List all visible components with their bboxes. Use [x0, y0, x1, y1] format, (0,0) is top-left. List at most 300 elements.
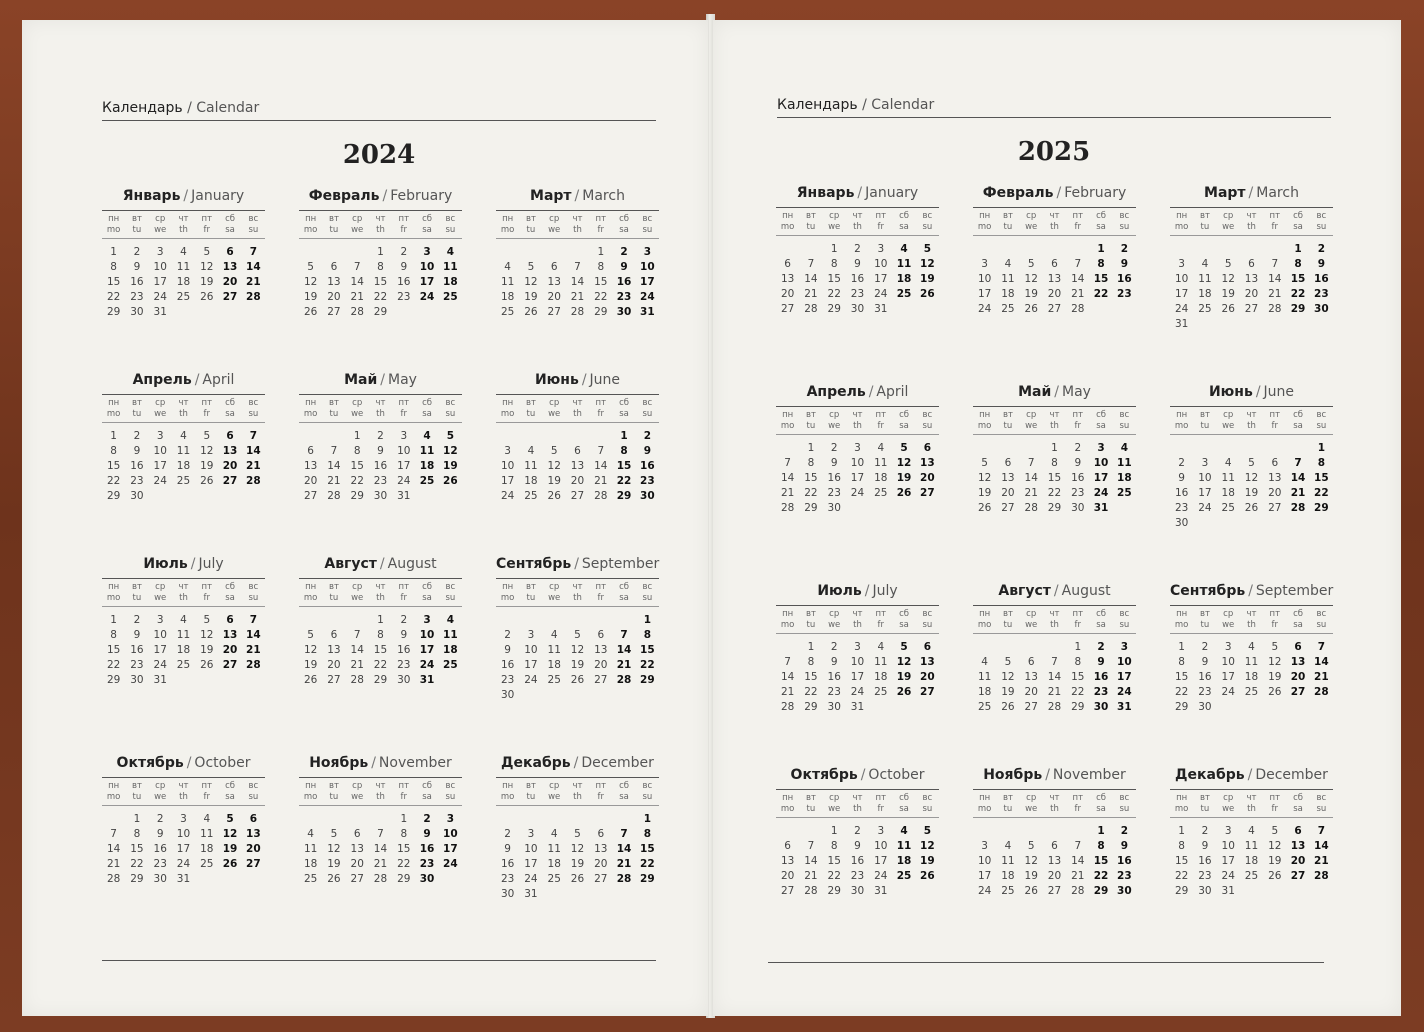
day-number: 23 — [850, 870, 865, 882]
month-block — [776, 185, 939, 332]
day-number: 1 — [597, 246, 605, 258]
weekday-label: вс — [922, 410, 933, 420]
weekday-label: ср — [829, 609, 840, 619]
day-number: 16 — [827, 472, 841, 484]
day-number: 22 — [106, 475, 121, 487]
day-blank — [1286, 441, 1309, 456]
day-blank — [1020, 640, 1043, 655]
day-number: 20 — [1001, 487, 1015, 499]
day-number: 25 — [874, 487, 888, 499]
weekday-rule — [299, 422, 462, 423]
day-number: 12 — [920, 840, 935, 852]
weekday-label: вс — [922, 609, 933, 619]
weekday-row-en — [973, 421, 1136, 432]
month-rule — [1170, 789, 1333, 790]
weekday-row-ru — [496, 781, 659, 792]
day-number: 7 — [330, 445, 338, 457]
day-number: 20 — [1047, 288, 1062, 300]
month-name-ru: Сентябрь — [496, 556, 572, 572]
day-number: 10 — [500, 460, 515, 472]
weekday-label: we — [1222, 222, 1235, 232]
month-separator: / — [857, 185, 863, 201]
day-number: 18 — [547, 858, 561, 870]
weekday-label: th — [853, 421, 862, 431]
day-number: 12 — [443, 445, 458, 457]
calendar-grid — [102, 188, 659, 902]
day-blank — [612, 812, 635, 827]
month-title — [102, 755, 265, 773]
day-number: 3 — [527, 629, 535, 641]
weekday-label: tu — [806, 804, 816, 814]
day-number: 28 — [780, 502, 795, 514]
day-grid — [299, 245, 462, 320]
day-blank — [1170, 441, 1193, 456]
day-number: 5 — [923, 825, 931, 837]
day-number: 11 — [547, 843, 561, 855]
day-blank — [1020, 824, 1043, 839]
month-title — [776, 583, 939, 601]
weekday-label: fr — [1074, 222, 1082, 232]
weekday-label: вт — [1199, 793, 1210, 803]
day-number: 14 — [1071, 855, 1085, 867]
weekday-row-ru — [299, 582, 462, 593]
day-number: 5 — [1224, 258, 1232, 270]
weekday-label: mo — [303, 792, 318, 802]
day-blank — [1020, 242, 1043, 257]
weekday-label: ср — [352, 398, 363, 408]
day-number: 25 — [874, 686, 888, 698]
day-number: 3 — [180, 813, 187, 825]
day-number: 5 — [550, 445, 558, 457]
weekday-label: tu — [806, 421, 816, 431]
weekday-label: fr — [597, 593, 605, 603]
day-number: 5 — [527, 261, 535, 273]
day-number: 12 — [570, 644, 585, 656]
weekday-label: fr — [597, 225, 605, 235]
day-number: 30 — [1314, 303, 1329, 315]
day-number: 20 — [594, 659, 608, 671]
day-number: 13 — [327, 276, 341, 288]
day-number: 26 — [1001, 701, 1015, 713]
day-number: 12 — [896, 457, 912, 469]
month-rule — [776, 207, 939, 208]
month-name-en: July — [198, 556, 224, 572]
day-number: 2 — [1120, 243, 1128, 255]
weekday-label: вс — [1316, 609, 1327, 619]
day-number: 31 — [874, 885, 888, 897]
weekday-label: fr — [597, 409, 605, 419]
month-name-en: October — [868, 767, 925, 783]
weekday-label: чт — [1049, 793, 1060, 803]
weekday-label: чт — [1049, 410, 1060, 420]
weekday-label: tu — [329, 409, 339, 419]
day-number: 4 — [1248, 825, 1255, 837]
month-block — [299, 556, 462, 703]
day-number: 18 — [896, 855, 912, 867]
day-number: 30 — [827, 701, 841, 713]
day-number: 20 — [1268, 487, 1282, 499]
weekday-label: чт — [572, 582, 583, 592]
weekday-label: вт — [328, 214, 339, 224]
day-blank — [1240, 441, 1263, 456]
weekday-label: ср — [1223, 609, 1234, 619]
weekday-label: пн — [979, 410, 991, 420]
month-rule — [299, 777, 462, 778]
day-number: 7 — [249, 246, 257, 258]
day-number: 14 — [1024, 472, 1038, 484]
day-number: 3 — [504, 445, 511, 457]
day-number: 23 — [640, 475, 655, 487]
day-number: 7 — [353, 629, 361, 641]
day-number: 25 — [1001, 885, 1015, 897]
day-number: 13 — [246, 828, 261, 840]
day-number: 20 — [920, 472, 935, 484]
weekday-label: mo — [1174, 620, 1189, 630]
day-number: 15 — [804, 472, 818, 484]
month-block — [299, 755, 462, 902]
day-number: 18 — [896, 273, 912, 285]
month-rule — [1170, 406, 1333, 407]
weekday-label: th — [1050, 804, 1059, 814]
month-block — [1170, 185, 1333, 332]
day-number: 19 — [896, 671, 912, 683]
weekday-label: fr — [203, 593, 211, 603]
day-number: 21 — [616, 858, 632, 870]
weekday-label: fr — [877, 804, 885, 814]
day-number: 25 — [547, 873, 561, 885]
day-number: 29 — [1174, 885, 1189, 897]
day-grid — [973, 824, 1136, 899]
day-number: 22 — [1071, 686, 1085, 698]
weekday-label: вс — [248, 582, 259, 592]
day-number: 28 — [616, 873, 632, 885]
weekday-label: sa — [422, 593, 432, 603]
weekday-label: ср — [829, 410, 840, 420]
day-blank — [566, 613, 589, 628]
month-separator: / — [380, 372, 385, 388]
weekday-label: su — [248, 225, 259, 235]
day-number: 6 — [1051, 258, 1058, 270]
day-number: 16 — [153, 843, 167, 855]
weekday-rule — [496, 805, 659, 806]
day-number: 14 — [327, 460, 341, 472]
month-rule — [776, 605, 939, 606]
weekday-label: пн — [782, 410, 794, 420]
day-number: 14 — [246, 261, 261, 273]
day-blank — [973, 824, 996, 839]
day-number: 12 — [1001, 671, 1015, 683]
weekday-label: mo — [977, 620, 992, 630]
day-number: 27 — [570, 490, 585, 502]
day-number: 14 — [246, 629, 261, 641]
weekday-label: пт — [398, 398, 410, 408]
weekday-row-en — [299, 225, 462, 236]
day-number: 10 — [640, 261, 655, 273]
weekday-label: пт — [398, 781, 410, 791]
weekday-label: th — [179, 593, 188, 603]
day-number: 25 — [1244, 870, 1259, 882]
month-name-en: November — [378, 755, 452, 771]
day-number: 22 — [373, 291, 388, 303]
weekday-label: пт — [1269, 211, 1281, 221]
day-number: 6 — [330, 629, 338, 641]
day-number: 6 — [923, 442, 931, 454]
day-number: 18 — [176, 460, 191, 472]
day-number: 8 — [807, 457, 815, 469]
weekday-label: mo — [106, 225, 121, 235]
day-number: 20 — [1244, 288, 1259, 300]
day-number: 20 — [780, 288, 795, 300]
day-number: 6 — [1294, 825, 1302, 837]
day-number: 15 — [804, 671, 818, 683]
day-grid — [1170, 640, 1333, 715]
weekday-row-ru — [1170, 793, 1333, 804]
day-number: 13 — [1047, 273, 1062, 285]
weekday-label: сб — [1096, 793, 1107, 803]
day-number: 14 — [1047, 671, 1062, 683]
header-title-ru: Календарь — [777, 97, 858, 113]
month-block — [299, 188, 462, 320]
weekday-label: пн — [305, 398, 317, 408]
day-blank — [612, 613, 635, 628]
weekday-label: вт — [1002, 609, 1013, 619]
weekday-row-ru — [1170, 410, 1333, 421]
weekday-label: we — [828, 804, 841, 814]
month-rule — [776, 406, 939, 407]
day-number: 14 — [1071, 273, 1085, 285]
weekday-label: ср — [1026, 609, 1037, 619]
month-name-en: September — [1255, 583, 1334, 599]
day-number: 28 — [327, 490, 341, 502]
day-number: 12 — [200, 261, 214, 273]
weekday-label: сб — [899, 609, 910, 619]
day-number: 25 — [176, 659, 191, 671]
weekday-row-en — [776, 804, 939, 815]
day-number: 27 — [920, 487, 935, 499]
day-number: 8 — [643, 828, 651, 840]
weekday-row-en — [1170, 620, 1333, 631]
day-number: 22 — [1093, 870, 1109, 882]
day-blank — [543, 812, 566, 827]
weekday-label: tu — [329, 225, 339, 235]
day-number: 23 — [616, 291, 632, 303]
day-number: 18 — [524, 475, 538, 487]
weekday-label: сб — [899, 211, 910, 221]
day-number: 1 — [1178, 825, 1185, 837]
day-number: 11 — [874, 656, 888, 668]
day-number: 29 — [827, 303, 841, 315]
day-number: 18 — [1221, 487, 1235, 499]
month-separator: / — [868, 384, 874, 400]
day-number: 26 — [200, 659, 214, 671]
weekday-label: вт — [131, 398, 142, 408]
day-number: 11 — [303, 843, 318, 855]
day-number: 10 — [977, 273, 992, 285]
day-number: 9 — [620, 261, 628, 273]
day-number: 26 — [222, 858, 238, 870]
day-number: 19 — [570, 659, 585, 671]
day-number: 6 — [226, 246, 234, 258]
day-number: 5 — [923, 243, 931, 255]
day-number: 27 — [547, 306, 561, 318]
day-number: 24 — [419, 659, 435, 671]
day-number: 8 — [1074, 656, 1082, 668]
weekday-label: sa — [1096, 804, 1106, 814]
day-number: 18 — [874, 472, 888, 484]
day-number: 15 — [1093, 273, 1109, 285]
day-number: 18 — [1117, 472, 1132, 484]
day-number: 9 — [1120, 258, 1128, 270]
day-number: 8 — [830, 258, 838, 270]
weekday-label: mo — [1174, 421, 1189, 431]
day-number: 7 — [1074, 258, 1082, 270]
day-number: 28 — [1314, 870, 1329, 882]
footer-rule — [102, 960, 656, 961]
day-number: 2 — [504, 629, 511, 641]
day-number: 9 — [1178, 472, 1185, 484]
day-number: 1 — [807, 641, 815, 653]
weekday-row-en — [102, 593, 265, 604]
day-number: 3 — [981, 840, 988, 852]
day-number: 27 — [920, 686, 935, 698]
day-number: 9 — [400, 629, 408, 641]
month-block — [102, 556, 265, 703]
weekday-label: чт — [572, 214, 583, 224]
weekday-row-en — [776, 620, 939, 631]
month-name-en: June — [589, 372, 621, 388]
day-number: 9 — [1201, 840, 1209, 852]
month-separator: / — [1248, 185, 1254, 201]
day-number: 7 — [110, 828, 117, 840]
day-number: 3 — [1097, 442, 1105, 454]
day-number: 6 — [1027, 656, 1035, 668]
weekday-label: mo — [780, 222, 795, 232]
day-number: 4 — [877, 442, 885, 454]
weekday-label: tu — [1200, 222, 1210, 232]
weekday-label: вт — [1002, 410, 1013, 420]
weekday-label: sa — [225, 593, 235, 603]
weekday-label: sa — [225, 792, 235, 802]
weekday-label: пн — [108, 214, 120, 224]
day-number: 15 — [827, 273, 841, 285]
day-number: 18 — [176, 644, 191, 656]
day-blank — [299, 812, 322, 827]
month-name-ru: Август — [998, 583, 1051, 599]
weekday-label: fr — [400, 792, 408, 802]
day-number: 1 — [643, 614, 651, 626]
day-number: 4 — [423, 430, 431, 442]
day-blank — [776, 441, 799, 456]
weekday-label: tu — [1200, 804, 1210, 814]
day-number: 1 — [110, 430, 117, 442]
day-number: 22 — [350, 475, 364, 487]
day-number: 24 — [640, 291, 655, 303]
day-number: 17 — [874, 273, 888, 285]
day-number: 21 — [1268, 288, 1282, 300]
weekday-label: sa — [422, 792, 432, 802]
day-number: 17 — [153, 276, 167, 288]
weekday-row-ru — [496, 398, 659, 409]
month-name-ru: Сентябрь — [1170, 583, 1246, 599]
day-number: 30 — [130, 490, 144, 502]
weekday-label: пт — [201, 214, 213, 224]
weekday-label: вт — [1002, 211, 1013, 221]
month-block — [973, 185, 1136, 332]
day-number: 4 — [981, 656, 988, 668]
day-number: 22 — [373, 659, 388, 671]
day-number: 14 — [1268, 273, 1282, 285]
day-number: 2 — [1201, 825, 1209, 837]
weekday-row-en — [776, 222, 939, 233]
month-separator: / — [860, 767, 866, 783]
weekday-label: fr — [203, 409, 211, 419]
weekday-label: сб — [422, 398, 433, 408]
weekday-row-en — [776, 421, 939, 432]
weekday-label: пт — [595, 398, 607, 408]
month-title — [496, 372, 659, 390]
day-number: 19 — [1024, 288, 1038, 300]
day-number: 31 — [1093, 502, 1109, 514]
day-number: 10 — [443, 828, 458, 840]
day-number: 30 — [1071, 502, 1085, 514]
day-number: 18 — [200, 843, 214, 855]
weekday-label: fr — [1074, 620, 1082, 630]
month-title — [1170, 583, 1333, 601]
day-number: 9 — [400, 261, 408, 273]
day-number: 11 — [1198, 273, 1212, 285]
day-number: 10 — [176, 828, 191, 840]
weekday-rule — [973, 235, 1136, 236]
day-number: 9 — [854, 258, 861, 270]
month-name-en: February — [390, 188, 453, 204]
day-grid — [1170, 441, 1333, 531]
day-number: 13 — [222, 629, 238, 641]
weekday-row-ru — [973, 609, 1136, 620]
day-number: 17 — [874, 855, 888, 867]
weekday-label: th — [376, 409, 385, 419]
day-blank — [776, 640, 799, 655]
day-number: 13 — [1244, 273, 1259, 285]
day-number: 13 — [327, 644, 341, 656]
day-number: 4 — [1224, 457, 1232, 469]
weekday-label: tu — [1003, 222, 1013, 232]
day-number: 2 — [133, 430, 141, 442]
month-block — [776, 384, 939, 531]
day-number: 17 — [500, 475, 515, 487]
day-number: 24 — [500, 490, 515, 502]
weekday-label: вт — [131, 781, 142, 791]
day-blank — [299, 429, 322, 444]
day-number: 31 — [153, 306, 167, 318]
day-number: 16 — [130, 276, 144, 288]
day-number: 20 — [570, 475, 585, 487]
weekday-label: mo — [780, 421, 795, 431]
day-number: 20 — [547, 291, 561, 303]
weekday-label: чт — [1246, 410, 1257, 420]
day-number: 7 — [249, 430, 257, 442]
weekday-label: ср — [155, 781, 166, 791]
weekday-row-en — [102, 409, 265, 420]
weekday-label: вт — [328, 781, 339, 791]
weekday-label: we — [548, 792, 561, 802]
weekday-label: пт — [1072, 793, 1084, 803]
day-number: 20 — [1047, 870, 1062, 882]
day-number: 16 — [500, 659, 515, 671]
day-number: 1 — [353, 430, 361, 442]
day-number: 19 — [1268, 855, 1282, 867]
weekday-label: пт — [1269, 793, 1281, 803]
day-blank — [776, 824, 799, 839]
